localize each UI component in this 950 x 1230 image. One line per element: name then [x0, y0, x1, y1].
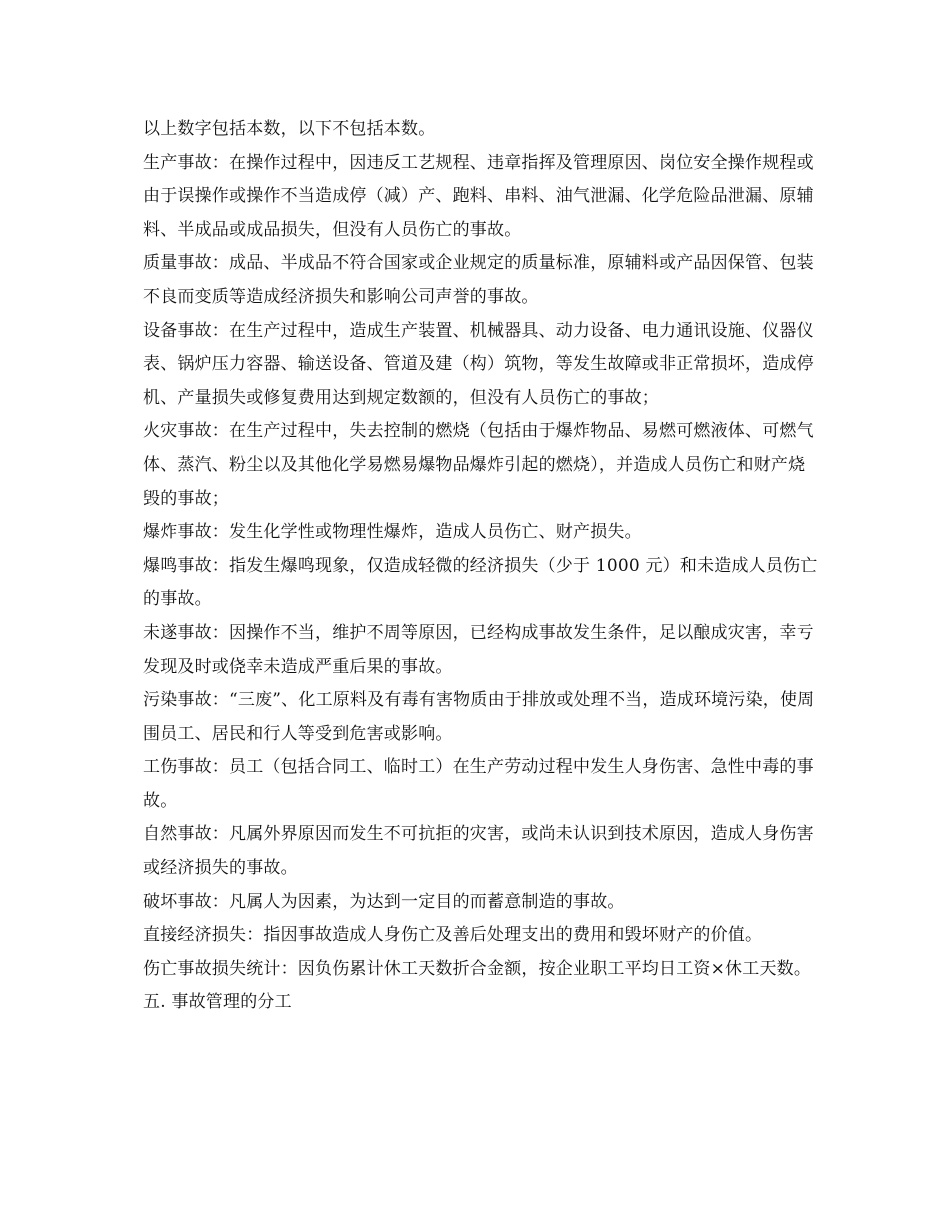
document-body: [143, 113, 818, 1020]
paragraph-direct-economic-loss: 直接经济损失：指因事故造成人身伤亡及善后处理支出的费用和毁坏财产的价值。: [143, 925, 763, 946]
paragraph-production-accident: 生产事故：在操作过程中，因违反工艺规程、违章指挥及管理原因、岗位安全操作规程或由于误操作或操作不当造成停（减）产、跑料、串料、油气泄漏、化学危险品泄漏、原辅料、半成品或成品损失，但没有人员伤亡的事故。: [143, 152, 814, 240]
paragraph-near-miss-accident: 未遂事故：因操作不当，维护不周等原因，已经构成事故发生条件，足以酿成灾害，幸亏发现及时或侥幸未造成严重后果的事故。: [143, 622, 814, 677]
paragraph-sabotage-accident: 破坏事故：凡属人为因素，为达到一定目的而蓄意制造的事故。: [143, 891, 625, 912]
paragraph-detonation-accident: 爆鸣事故：指发生爆鸣现象，仅造成轻微的经济损失（少于 1000 元）和未造成人员伤亡的事故。: [143, 555, 818, 610]
paragraph-work-injury-accident: 工伤事故：员工（包括合同工、临时工）在生产劳动过程中发生人身伤害、急性中毒的事故。: [143, 757, 814, 811]
paragraph-number-inclusion-note: 以上数字包括本数，以下不包括本数。: [143, 119, 436, 139]
paragraph-explosion-accident: 爆炸事故：发生化学性或物理性爆炸，造成人员伤亡、财产损失。: [143, 522, 642, 543]
paragraph-equipment-accident: 设备事故：在生产过程中，造成生产装置、机械器具、动力设备、电力通讯设施、仪器仪表、锅炉压力容器、输送设备、管道及建（构）筑物，等发生故障或非正常损坏，造成停机、产量损失或修复费用达到规定数额的，但没有人员伤亡的事故；: [143, 320, 814, 408]
paragraph-fire-accident: 火灾事故：在生产过程中，失去控制的燃烧（包括由于爆炸物品、易燃可燃液体、可燃气体、蒸汽、粉尘以及其他化学易燃易爆物品爆炸引起的燃烧），并造成人员伤亡和财产烧毁的事故；: [143, 421, 814, 509]
paragraph-quality-accident: 质量事故：成品、半成品不符合国家或企业规定的质量标准，原辅料或产品因保管、包装不良而变质等造成经济损失和影响公司声誉的事故。: [143, 253, 814, 307]
section-heading: 五. 事故管理的分工: [143, 992, 292, 1013]
paragraph-natural-accident: 自然事故：凡属外界原因而发生不可抗拒的灾害，或尚未认识到技术原因，造成人身伤害或经济损失的事故。: [143, 824, 814, 879]
paragraph-pollution-accident: 污染事故：“三废”、化工原料及有毒有害物质由于排放或处理不当，造成环境污染，使周围员工、居民和行人等受到危害或影响。: [143, 690, 815, 744]
paragraph-casualty-loss-statistics: 伤亡事故损失统计：因负伤累计休工天数折合金额，按企业职工平均日工资×休工天数。: [143, 958, 812, 979]
